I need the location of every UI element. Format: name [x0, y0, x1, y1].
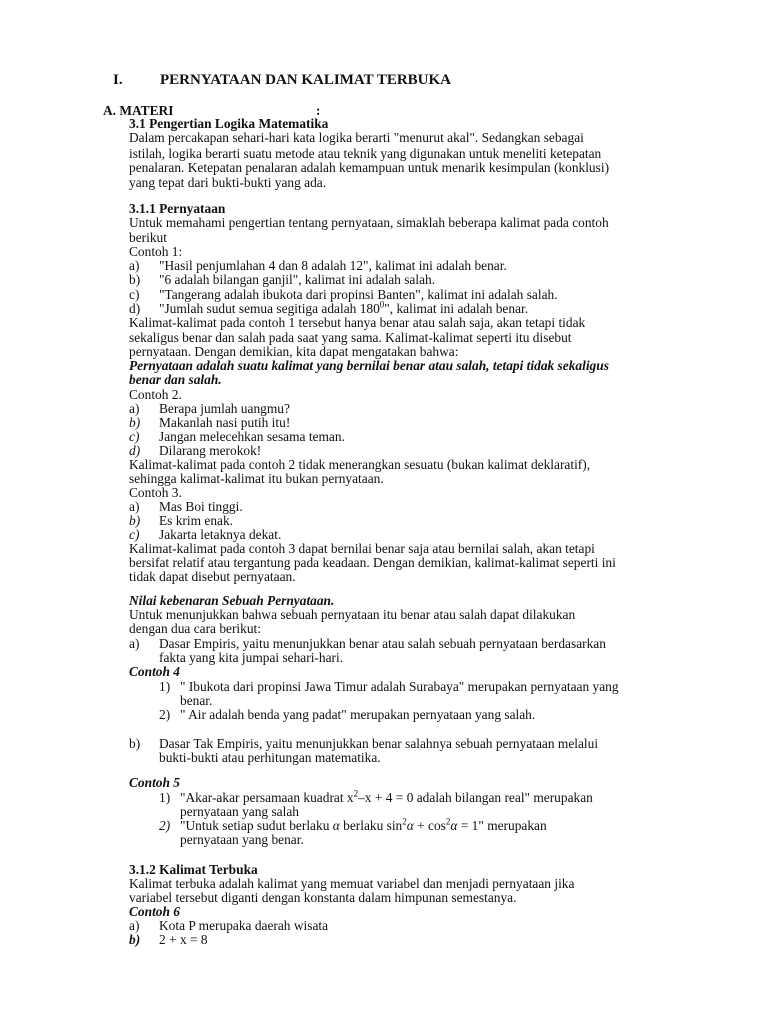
paragraph-line: istilah, logika berarti suatu metode atau teknik yang digunakan untuk meneliti ketepatan [129, 146, 602, 161]
list-marker: b) [129, 736, 141, 751]
paragraph-line: sekaligus benar dan salah pada saat yang sama. Kalimat-kalimat seperti itu disebut [129, 330, 572, 345]
list-marker: b) [129, 932, 141, 947]
list-item: benar. [180, 693, 213, 708]
section-3-1-1-heading: 3.1.1 Pernyataan [129, 201, 226, 216]
section-a-label: A. MATERI [103, 103, 174, 118]
example-5-label: Contoh 5 [129, 775, 180, 790]
paragraph-line: pernyataan. Dengan demikian, kita dapat mengatakan bahwa: [129, 344, 459, 359]
list-marker: a) [129, 499, 140, 514]
paragraph-line: tidak dapat disebut pernyataan. [129, 569, 296, 584]
paragraph-line: berikut [129, 230, 167, 245]
paragraph-line: sehingga kalimat-kalimat itu bukan pernyataan. [129, 471, 384, 486]
paragraph-line: Kalimat-kalimat pada contoh 1 tersebut hanya benar atau salah saja, akan tetapi tidak [129, 315, 586, 330]
section-3-1-heading: 3.1 Pengertian Logika Matematika [129, 116, 329, 131]
list-marker: 2) [159, 707, 171, 722]
list-marker: 2) [159, 818, 171, 833]
item-text: "Untuk setiap sudut berlaku [180, 818, 333, 833]
definition-line: Pernyataan adalah suatu kalimat yang bernilai benar atau salah, tetapi tidak sekaligus [129, 358, 609, 373]
paragraph-line: Kalimat-kalimat pada contoh 3 dapat bernilai benar saja atau bernilai salah, akan tetapi [129, 541, 595, 556]
list-marker: 1) [159, 790, 171, 805]
section-a-colon: : [316, 103, 321, 118]
item-text: + cos [413, 818, 446, 833]
list-item [180, 790, 593, 805]
item-text: –x + 4 = 0 adalah bilangan real" merupakan [358, 790, 593, 805]
list-marker: 1) [159, 679, 171, 694]
section-3-1-2-heading: 3.1.2 Kalimat Terbuka [129, 862, 258, 877]
example-1-label: Contoh 1: [129, 244, 183, 259]
exponent: 2 [402, 816, 407, 827]
list-item: Dilarang merokok! [159, 443, 262, 458]
list-marker: a) [129, 401, 140, 416]
paragraph-line: Untuk memahami pengertian tentang pernyataan, simaklah beberapa kalimat pada contoh [129, 215, 609, 230]
alpha-symbol: α [332, 818, 340, 833]
paragraph-line: Kalimat terbuka adalah kalimat yang memuat variabel dan menjadi pernyataan jika [129, 876, 575, 891]
paragraph-line: yang tepat dari bukti-bukti yang ada. [129, 175, 327, 190]
paragraph-line: penalaran. Ketepatan penalaran adalah kemampuan untuk menarik kesimpulan (konklusi) [129, 160, 610, 175]
paragraph-line: variabel tersebut diganti dengan konstanta dalam himpunan semestanya. [129, 890, 517, 905]
example-6-label: Contoh 6 [129, 904, 180, 919]
list-item: 2 + x = 8 [159, 932, 208, 947]
list-item: Kota P merupaka daerah wisata [159, 918, 329, 933]
list-item: Mas Boi tinggi. [159, 499, 243, 514]
item-text: = 1" merupakan [457, 818, 547, 833]
paragraph-line: Kalimat-kalimat pada contoh 2 tidak menerangkan sesuatu (bukan kalimat deklaratif), [129, 457, 591, 472]
chapter-number: I. [113, 72, 123, 88]
exponent: 2 [353, 788, 359, 799]
list-marker: b) [129, 272, 141, 287]
definition-line: benar dan salah. [129, 372, 222, 387]
chapter-title: PERNYATAAN DAN KALIMAT TERBUKA [160, 72, 452, 88]
list-item: Es krim enak. [159, 513, 234, 528]
paragraph-line: bersifat relatif atau tergantung pada keadaan. Dengan demikian, kalimat-kalimat seperti ini [129, 555, 616, 570]
list-item: Jangan melecehkan sesama teman. [159, 429, 345, 444]
list-item: pernyataan yang salah [180, 804, 299, 819]
list-item: Dasar Tak Empiris, yaitu menunjukkan benar salahnya sebuah pernyataan melalui [159, 736, 599, 751]
alpha-symbol: α [450, 818, 458, 833]
list-item: Berapa jumlah uangmu? [159, 401, 290, 416]
list-item: Jakarta letaknya dekat. [159, 527, 282, 542]
paragraph-line: Dalam percakapan sehari-hari kata logika berarti "menurut akal". Sedangkan sebagai [129, 130, 584, 145]
list-marker: d) [129, 301, 141, 316]
list-marker: b) [129, 513, 141, 528]
example-3-label: Contoh 3. [129, 485, 182, 500]
alpha-symbol: α [406, 818, 414, 833]
list-item: "Hasil penjumlahan 4 dan 8 adalah 12", kalimat ini adalah benar. [159, 258, 507, 273]
paragraph-line: dengan dua cara berikut: [129, 621, 261, 636]
exponent: 2 [445, 816, 451, 827]
list-item: bukti-bukti atau perhitungan matematika. [159, 750, 381, 765]
item-text: "Akar-akar persamaan kuadrat x [180, 790, 354, 805]
list-item: Dasar Empiris, yaitu menunjukkan benar atau salah sebuah pernyataan berdasarkan [159, 636, 606, 651]
paragraph-line: Untuk menunjukkan bahwa sebuah pernyataan itu benar atau salah dapat dilakukan [129, 607, 576, 622]
list-marker: c) [129, 429, 140, 444]
degree-superscript: 0 [379, 299, 385, 310]
list-marker: b) [129, 415, 141, 430]
list-marker: c) [129, 527, 140, 542]
example-2-label: Contoh 2. [129, 387, 182, 402]
list-marker: a) [129, 636, 140, 651]
item-text: ", kalimat ini adalah benar. [384, 301, 529, 316]
list-item: " Ibukota dari propinsi Jawa Timur adalah Surabaya" merupakan pernyataan yang [180, 679, 619, 694]
list-item: "Tangerang adalah ibukota dari propinsi Banten", kalimat ini adalah salah. [159, 287, 558, 302]
list-item: pernyataan yang benar. [180, 832, 304, 847]
list-item: " Air adalah benda yang padat" merupakan pernyataan yang salah. [180, 707, 536, 722]
list-item: Makanlah nasi putih itu! [159, 415, 291, 430]
list-marker: d) [129, 443, 141, 458]
list-marker: c) [129, 287, 140, 302]
example-4-label: Contoh 4 [129, 664, 180, 679]
list-marker: a) [129, 258, 140, 273]
list-marker: a) [129, 918, 140, 933]
item-text: "Jumlah sudut semua segitiga adalah 180 [159, 301, 380, 316]
list-item: "6 adalah bilangan ganjil", kalimat ini adalah salah. [159, 272, 436, 287]
truth-value-heading: Nilai kebenaran Sebuah Pernyataan. [129, 593, 335, 608]
list-item [180, 818, 547, 833]
list-item: fakta yang kita jumpai sehari-hari. [159, 650, 344, 665]
list-item [159, 301, 528, 316]
item-text: berlaku sin [339, 818, 403, 833]
